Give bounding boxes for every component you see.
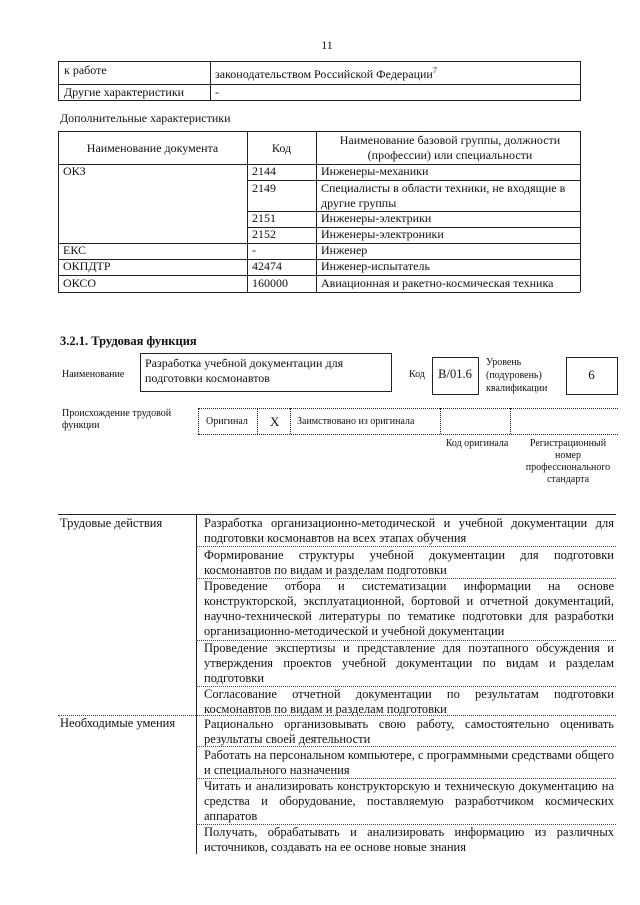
- skills-label: Необходимые умения: [60, 716, 176, 730]
- top-row-value-0: [215, 63, 437, 82]
- origin-label: Происхождение трудовой функции: [62, 408, 172, 431]
- level-label: Уровень (подуровень) квалификации: [486, 357, 548, 394]
- row-doc-okz: ОКЗ: [63, 164, 86, 178]
- header-group-name: Наименование базовой группы, должности (профессии) или специальности: [339, 133, 561, 162]
- name-label: Наименование: [62, 369, 125, 380]
- row-name: Инженеры-электроники: [321, 227, 444, 241]
- top-row-value-1: -: [215, 85, 219, 99]
- labor-actions-label: Трудовые действия: [60, 516, 163, 530]
- row-code: 2152: [252, 227, 276, 241]
- code-value: B/01.6: [438, 367, 472, 381]
- row-name: Инженер-испытатель: [321, 259, 430, 273]
- row-name: Инженер: [321, 243, 368, 257]
- name-value: Разработка учебной документации для подготовки космонавтов: [145, 356, 344, 385]
- reg-number-label: Регистрационный номер профессионального стандарта: [525, 438, 611, 485]
- row-code: 160000: [252, 276, 288, 290]
- row-code: 42474: [252, 259, 282, 273]
- row-name: Специалисты в области техники, не входящие в другие группы: [321, 181, 566, 210]
- code-original-label: Код оригинала: [445, 438, 509, 449]
- row-doc-eks: ЕКС: [63, 243, 87, 257]
- footnote-mark: 7: [432, 66, 437, 75]
- header-document: Наименование документа: [86, 141, 219, 155]
- labor-action-item: Разработка организационно-методической и учебной документации для подготовки космонавтов на всех этапах обучения: [204, 516, 614, 545]
- row-name: Инженеры-электрики: [321, 211, 432, 225]
- top-row-label-1: Другие характеристики: [64, 85, 185, 99]
- row-name: Авиационная и ракетно-космическая техника: [321, 276, 554, 290]
- skill-item: Читать и анализировать конструкторскую и техническую документацию на средства и оборудование, поставляемую разработчиком космических аппаратов: [204, 779, 614, 823]
- top-row-label-0: к работе: [64, 63, 107, 77]
- page-number: 11: [321, 38, 333, 52]
- labor-action-item: Проведение экспертизы и представление для поэтапного обсуждения и утверждения проектов учебной документации по видам и разделам подготовки: [204, 641, 614, 685]
- section-heading: 3.2.1. Трудовая функция: [60, 334, 197, 348]
- original-mark: X: [270, 414, 280, 429]
- original-label: Оригинал: [206, 416, 248, 427]
- labor-action-item: Согласование отчетной документации по результатам подготовки космонавтов по видам и разделам подготовки: [204, 687, 614, 716]
- top-row-value-text: законодательством Российской Федерации: [215, 67, 433, 81]
- additional-title: Дополнительные характеристики: [60, 111, 231, 125]
- row-doc-okpdtr: ОКПДТР: [63, 259, 111, 273]
- skill-item: Рационально организовывать свою работу, самостоятельно оценивать результаты своей деятельности: [204, 717, 614, 746]
- labor-action-item: Проведение отбора и систематизации информации на основе конструкторской, эксплуатационной, бортовой и отчетной документаций, научно-технической литературы по тематике подготовки для разработки организационно-методической и учебной документации: [204, 579, 614, 638]
- level-value: 6: [588, 367, 595, 382]
- skill-item: Получать, обрабатывать и анализировать информацию из различных источников, создавать на ее основе новые знания: [204, 825, 614, 854]
- code-label: Код: [409, 369, 425, 380]
- row-code: -: [252, 243, 256, 257]
- row-code: 2151: [252, 211, 276, 225]
- labor-action-item: Формирование структуры учебной документации для подготовки космонавтов по видам и разделам подготовки: [204, 548, 614, 577]
- row-code: 2144: [252, 164, 276, 178]
- row-doc-okso: ОКСО: [63, 276, 97, 290]
- row-name: Инженеры-механики: [321, 164, 429, 178]
- borrowed-label: Заимствовано из оригинала: [297, 416, 415, 427]
- row-code: 2149: [252, 181, 276, 195]
- skill-item: Работать на персональном компьютере, с программными средствами общего и специального назначения: [204, 748, 614, 777]
- header-code: Код: [271, 141, 292, 155]
